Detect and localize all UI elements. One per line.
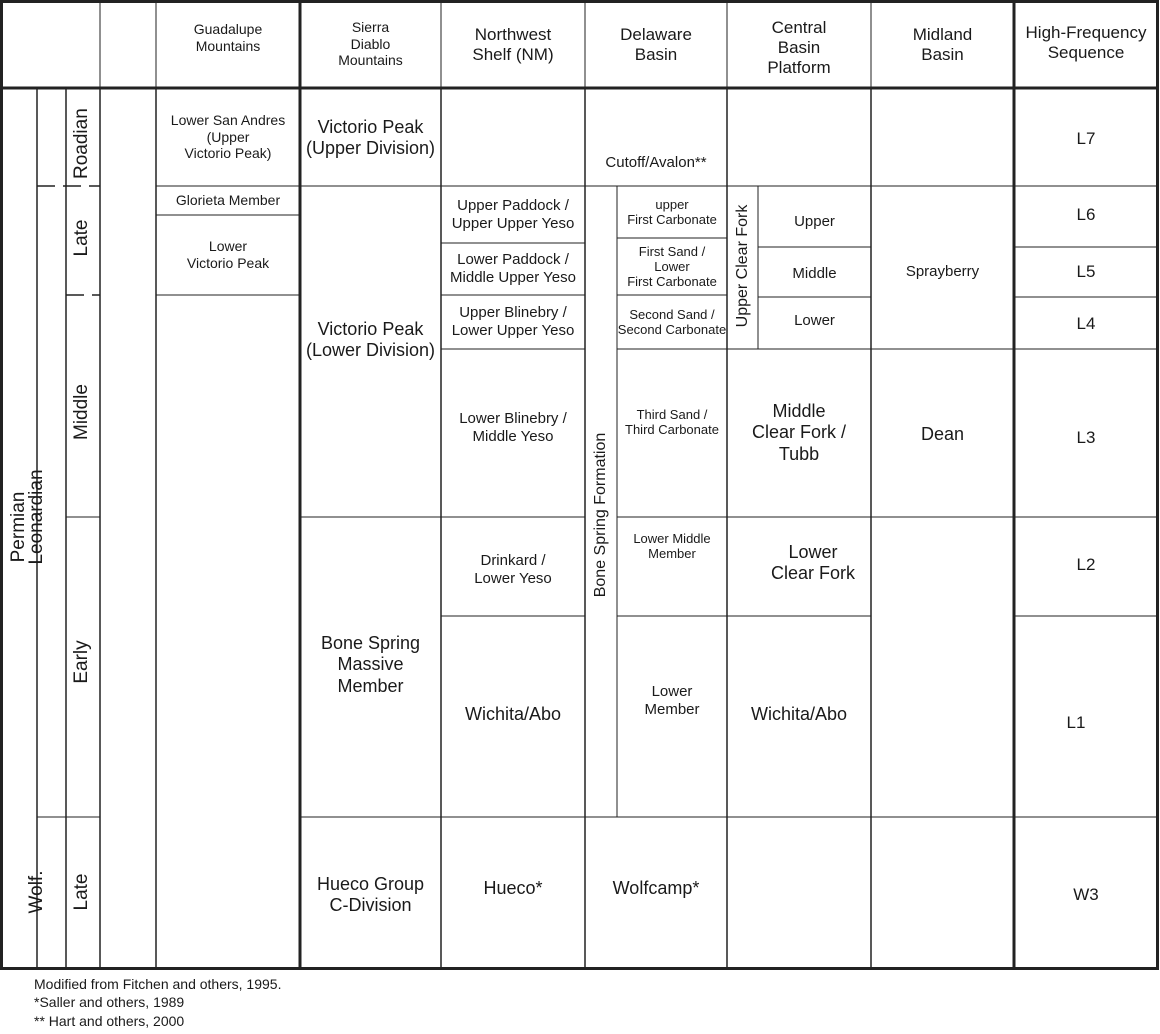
unit-lower-paddock: Lower Paddock / Middle Upper Yeso xyxy=(450,251,576,286)
substage-late-leonardian: Late xyxy=(71,219,92,257)
header-central-basin-platform: Central Basin Platform xyxy=(767,17,831,78)
unit-third-sand: Third Sand / Third Carbonate xyxy=(625,406,719,437)
unit-middle-clear-fork-tubb: Middle Clear Fork / Tubb xyxy=(751,401,847,464)
substage-late-wolfcampian: Late xyxy=(71,873,92,911)
unit-cbp-middle: Middle xyxy=(792,265,837,283)
hfs-w3: W3 xyxy=(1073,884,1099,904)
unit-upper-first-carbonate: upper First Carbonate xyxy=(627,196,717,227)
unit-victorio-peak-lower-division: Victorio Peak (Lower Division) xyxy=(305,318,436,360)
header-sierra-diablo-mountains: Sierra Diablo Mountains xyxy=(338,19,403,69)
header-midland-basin: Midland Basin xyxy=(912,24,973,64)
unit-wichita-abo-cbp: Wichita/Abo xyxy=(750,704,848,725)
unit-upper-blinebry: Upper Blinebry / Lower Upper Yeso xyxy=(451,304,575,339)
source-note-fitchen: Modified from Fitchen and others, 1995. xyxy=(34,976,282,992)
period-permian: Permian xyxy=(8,491,29,563)
unit-wichita-abo-nw-shelf: Wichita/Abo xyxy=(464,704,562,725)
hfs-l4: L4 xyxy=(1076,313,1096,333)
header-northwest-shelf: Northwest Shelf (NM) xyxy=(472,24,554,64)
unit-hueco: Hueco* xyxy=(483,878,543,899)
unit-upper-paddock: Upper Paddock / Upper Upper Yeso xyxy=(451,196,575,232)
unit-lower-middle-member: Lower Middle Member xyxy=(633,530,711,561)
unit-cbp-upper: Upper xyxy=(794,213,835,231)
epoch-leonardian: Leonardian xyxy=(26,469,47,565)
unit-dean: Dean xyxy=(920,424,965,445)
hfs-l2: L2 xyxy=(1076,554,1096,574)
unit-cbp-lower: Lower xyxy=(794,312,835,330)
unit-victorio-peak-upper-division: Victorio Peak (Upper Division) xyxy=(305,116,436,158)
hfs-l3: L3 xyxy=(1076,427,1096,447)
unit-hueco-group-c-division: Hueco Group C-Division xyxy=(316,873,425,915)
unit-cutoff-avalon: Cutoff/Avalon** xyxy=(605,154,707,172)
unit-lower-member: Lower Member xyxy=(644,683,700,718)
hfs-l5: L5 xyxy=(1076,261,1096,281)
unit-lower-clear-fork: Lower Clear Fork xyxy=(770,541,855,583)
source-note-hart: ** Hart and others, 2000 xyxy=(34,1013,185,1029)
unit-first-sand: First Sand / Lower First Carbonate xyxy=(627,243,717,290)
unit-upper-clear-fork: Upper Clear Fork xyxy=(734,204,751,328)
header-guadalupe-mountains: Guadalupe Mountains xyxy=(193,21,263,54)
unit-lower-blinebry: Lower Blinebry / Middle Yeso xyxy=(459,410,567,445)
substage-early-leonardian: Early xyxy=(71,640,92,684)
substage-middle-leonardian: Middle xyxy=(71,384,92,440)
unit-bone-spring-massive-member: Bone Spring Massive Member xyxy=(320,633,421,696)
unit-lower-victorio-peak: Lower Victorio Peak xyxy=(186,238,270,271)
hfs-l6: L6 xyxy=(1076,204,1096,224)
unit-lower-san-andres: Lower San Andres (Upper Victorio Peak) xyxy=(170,112,286,162)
header-high-frequency-sequence: High-Frequency Sequence xyxy=(1025,22,1147,62)
unit-sprayberry: Sprayberry xyxy=(905,263,980,281)
hfs-l7: L7 xyxy=(1076,128,1096,148)
stage-roadian: Roadian xyxy=(71,108,92,179)
source-note-saller: *Saller and others, 1989 xyxy=(34,994,185,1010)
unit-wolfcamp: Wolfcamp* xyxy=(612,878,700,899)
unit-bone-spring-formation: Bone Spring Formation xyxy=(592,432,609,598)
unit-glorieta-member: Glorieta Member xyxy=(175,192,281,209)
epoch-wolfcampian: Wolf. xyxy=(26,870,47,914)
unit-second-sand: Second Sand / Second Carbonate xyxy=(617,306,727,337)
header-delaware-basin: Delaware Basin xyxy=(620,24,692,64)
unit-drinkard: Drinkard / Lower Yeso xyxy=(474,552,552,587)
hfs-l1: L1 xyxy=(1066,712,1086,732)
